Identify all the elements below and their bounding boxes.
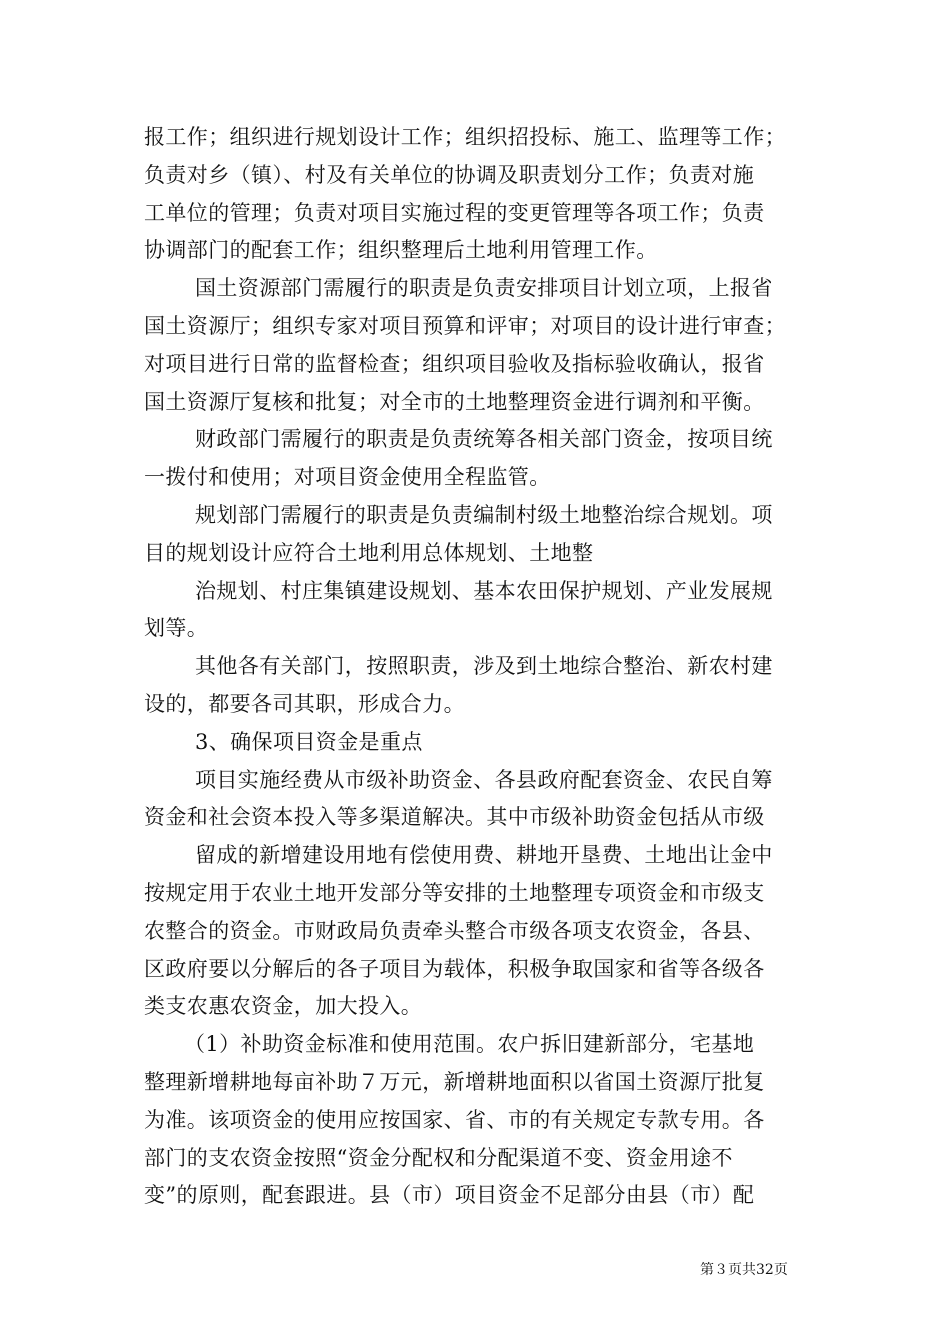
paragraph-start-line: 治规划、村庄集镇建设规划、基本农田保护规划、产业发展规 [195,578,773,603]
text-line: 为准。该项资金的使用应按国家、省、市的有关规定专款专用。各 [144,1107,765,1132]
text-line: 对项目进行日常的监督检查；组织项目验收及指标验收确认，报省 [144,351,765,376]
document-body [144,119,814,1215]
paragraph-start-line: 规划部门需履行的职责是负责编制村级土地整治综合规划。项 [195,502,773,527]
text-line: 负责对乡（镇）、村及有关单位的协调及职责划分工作；负责对施 [144,162,755,187]
paragraph-start-line: 其他各有关部门，按照职责，涉及到土地综合整治、新农村建 [195,654,773,679]
paragraph-start-line: 国土资源部门需履行的职责是负责安排项目计划立项，上报省 [195,276,773,301]
page-number: 第３页共32页 [700,1262,788,1278]
text-line: 划等。 [144,616,209,641]
text-line: 变”的原则，配套跟进。县（市）项目资金不足部分由县（市）配 [144,1183,755,1208]
text-line: 工单位的管理；负责对项目实施过程的变更管理等各项工作；负责 [144,200,765,225]
text-line: 一拨付和使用；对项目资金使用全程监管。 [144,465,551,490]
text-line: 农整合的资金。市财政局负责牵头整合市级各项支农资金，各县、 [144,918,765,943]
text-line: 按规定用于农业土地开发部分等安排的土地整理专项资金和市级支 [144,880,765,905]
text-line: 资金和社会资本投入等多渠道解决。其中市级补助资金包括从市级 [144,805,765,830]
text-line: 整理新增耕地每亩补助７万元，新增耕地面积以省国土资源厅批复 [144,1069,765,1094]
text-line: 国土资源厅；组织专家对项目预算和评审；对项目的设计进行审查； [144,313,786,338]
paragraph-start-line: 项目实施经费从市级补助资金、各县政府配套资金、农民自筹 [195,767,773,792]
text-line: 区政府要以分解后的各子项目为载体，积极争取国家和省等各级各 [144,956,765,981]
text-line: 部门的支农资金按照“资金分配权和分配渠道不变、资金用途不 [144,1145,733,1170]
text-line: 类支农惠农资金，加大投入。 [144,994,423,1019]
text-line: 报工作；组织进行规划设计工作；组织招投标、施工、监理等工作； [144,125,786,149]
section-heading: 3、确保项目资金是重点 [195,729,423,754]
text-line: 协调部门的配套工作；组织整理后土地利用管理工作。 [144,238,658,263]
text-line: 目的规划设计应符合土地利用总体规划、土地整 [144,540,594,565]
text-line: 国土资源厅复核和批复；对全市的土地整理资金进行调剂和平衡。 [144,389,765,414]
paragraph-start-line: 财政部门需履行的职责是负责统筹各相关部门资金，按项目统 [195,427,773,452]
text-line: 设的，都要各司其职，形成合力。 [144,691,465,716]
paragraph-start-line: 留成的新增建设用地有偿使用费、耕地开垦费、土地出让金中 [195,843,773,868]
paragraph-start-line: （1）补助资金标准和使用范围。农户拆旧建新部分，宅基地 [184,1032,755,1057]
